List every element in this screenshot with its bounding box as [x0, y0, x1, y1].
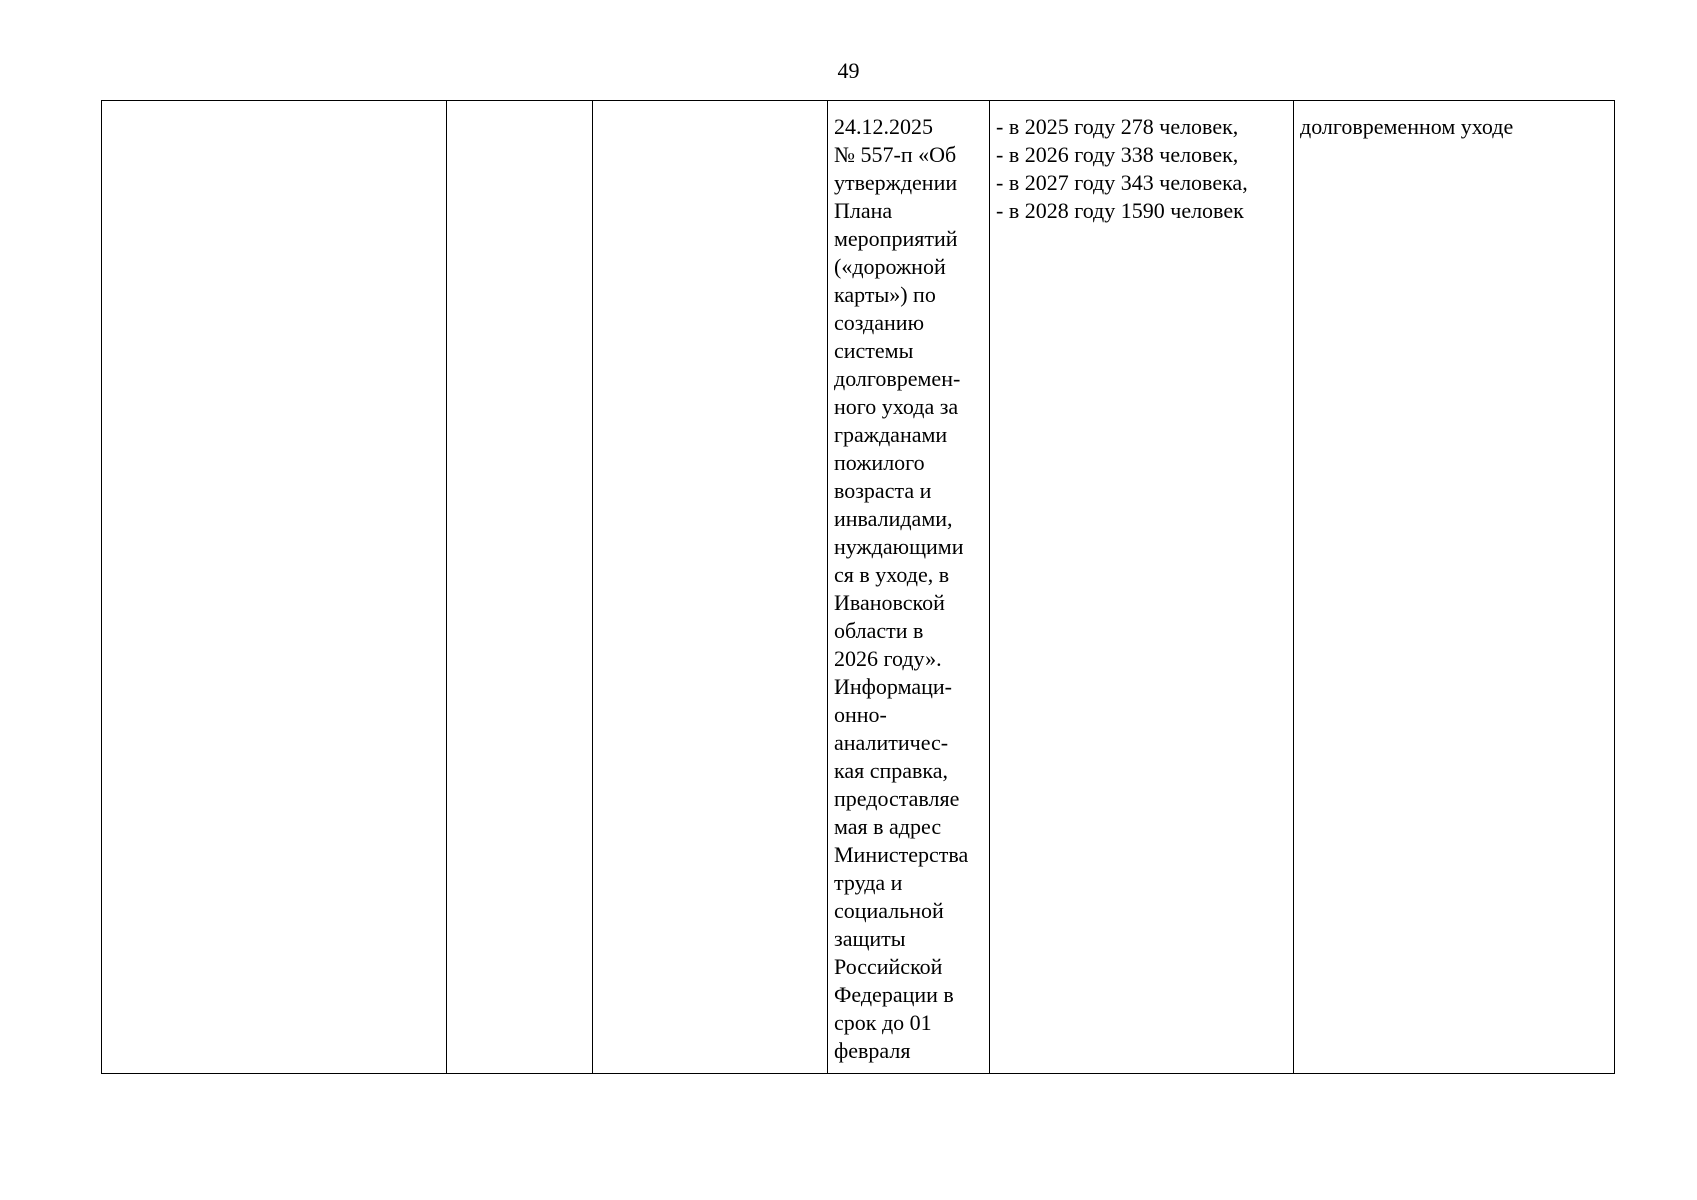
- reference-line: мероприятий: [834, 226, 958, 251]
- reference-line: Плана: [834, 198, 893, 223]
- reference-line: кая справка,: [834, 758, 949, 783]
- indicator-line: - в 2025 году 278 человек,: [996, 114, 1239, 139]
- reference-line: («дорожной: [834, 254, 946, 279]
- indicator-line: - в 2026 году 338 человек,: [996, 142, 1239, 167]
- reference-line: утверждении: [834, 170, 958, 195]
- reference-line: долговремен-: [834, 366, 961, 391]
- reference-line: Ивановской: [834, 590, 945, 615]
- reference-line: ного ухода за: [834, 394, 959, 419]
- reference-line: карты») по: [834, 282, 936, 307]
- reference-line: срок до 01: [834, 1010, 932, 1035]
- reference-line: Министерства: [834, 842, 969, 867]
- reference-line: Федерации в: [834, 982, 954, 1007]
- reference-line: 2026 году».: [834, 646, 942, 671]
- reference-line: области в: [834, 618, 924, 643]
- reference-line: аналитичес-: [834, 730, 949, 755]
- table-cell-col1: [102, 101, 447, 1074]
- reference-line: гражданами: [834, 422, 948, 447]
- reference-line: созданию: [834, 310, 924, 335]
- reference-line: № 557-п «Об: [834, 142, 957, 167]
- table-cell-col6: долговременном уходе: [1294, 101, 1615, 1074]
- reference-line: инвалидами,: [834, 506, 953, 531]
- reference-line: Российской: [834, 954, 943, 979]
- reference-line: социальной: [834, 898, 944, 923]
- reference-line: пожилого: [834, 450, 925, 475]
- reference-line: нуждающими: [834, 534, 964, 559]
- indicator-line: - в 2027 году 343 человека,: [996, 170, 1248, 195]
- reference-line: мая в адрес: [834, 814, 942, 839]
- reference-line: защиты: [834, 926, 906, 951]
- reference-line: онно-: [834, 702, 887, 727]
- reference-line: февраля: [834, 1038, 911, 1063]
- reference-line: ся в уходе, в: [834, 562, 950, 587]
- indicator-line: - в 2028 году 1590 человек: [996, 198, 1244, 223]
- reference-line: системы: [834, 338, 914, 363]
- page-number: 49: [837, 58, 860, 83]
- table-row: [102, 101, 1615, 1074]
- table-cell-indicator-values: [990, 101, 1294, 1074]
- table-cell-col3: [593, 101, 828, 1074]
- reference-line: Информаци-: [834, 674, 952, 699]
- reference-line: предоставляе: [834, 786, 960, 811]
- reference-line: возраста и: [834, 478, 932, 503]
- table-cell-col2: [447, 101, 593, 1074]
- reference-line: труда и: [834, 870, 903, 895]
- document-table: [101, 100, 1615, 1074]
- table-cell-document-reference: [828, 101, 990, 1074]
- reference-line: 24.12.2025: [834, 114, 933, 139]
